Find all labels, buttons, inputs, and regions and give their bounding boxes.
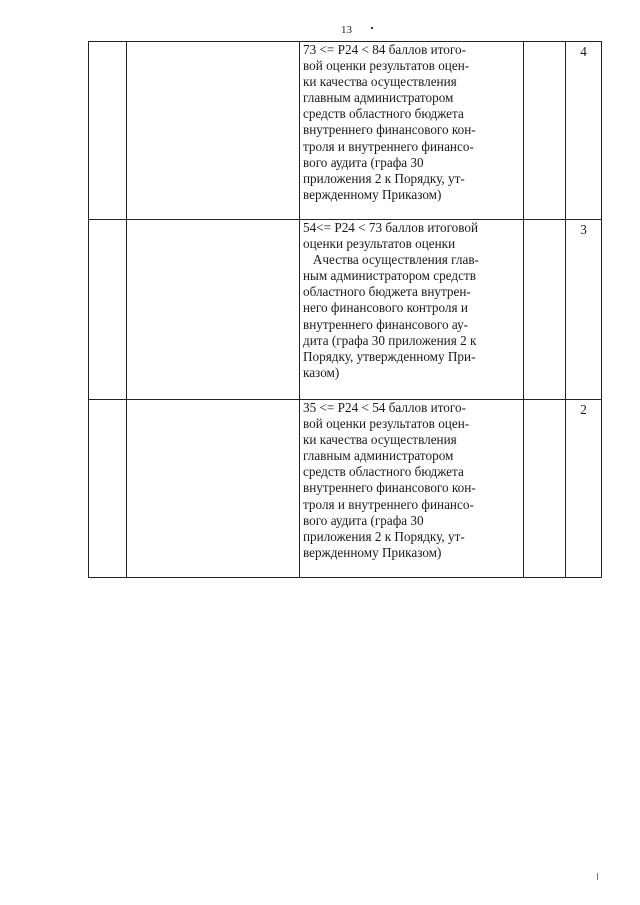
criteria-line: дита (графа 30 приложения 2 к (303, 332, 477, 348)
criteria-line: казом) (303, 364, 340, 380)
empty-cell (524, 220, 566, 400)
scan-speck (371, 27, 373, 29)
criteria-cell (300, 42, 524, 220)
criteria-line: вой оценки результатов оцен- (303, 58, 470, 74)
criteria-line: Ачества осуществления глав- (303, 252, 479, 268)
criteria-line: главным администратором (303, 90, 454, 106)
criteria-line: ным администратором средств (303, 268, 476, 284)
criteria-table (88, 41, 602, 578)
criteria-line: ки качества осуществления (303, 74, 457, 90)
empty-cell (127, 42, 300, 220)
criteria-line: областного бюджета внутрен- (303, 284, 471, 300)
criteria-cell (300, 220, 524, 400)
page-number: 13 (341, 24, 352, 36)
criteria-line: вого аудита (графа 30 (303, 512, 424, 528)
criteria-line: внутреннего финансового кон- (303, 480, 476, 496)
empty-cell (89, 400, 127, 578)
criteria-line: троля и внутреннего финансо- (303, 138, 474, 154)
criteria-line: главным администратором (303, 448, 454, 464)
criteria-line: внутреннего финансового ау- (303, 316, 469, 332)
empty-cell (127, 400, 300, 578)
criteria-line: внутреннего финансового кон- (303, 122, 476, 138)
empty-cell (524, 400, 566, 578)
criteria-line: Порядку, утвержденному При- (303, 348, 476, 364)
criteria-line: 54<= P24 < 73 баллов итоговой (303, 220, 479, 235)
criteria-cell (300, 400, 524, 578)
criteria-line: троля и внутреннего финансо- (303, 496, 474, 512)
criteria-line: вержденному Приказом) (303, 186, 442, 202)
criteria-line: средств областного бюджета (303, 464, 464, 480)
criteria-line: средств областного бюджета (303, 106, 464, 122)
criteria-line: вой оценки результатов оцен- (303, 416, 470, 432)
empty-cell (89, 220, 127, 400)
score-cell: 4 (566, 42, 602, 220)
criteria-line: вержденному Приказом) (303, 544, 442, 560)
criteria-line: ки качества осуществления (303, 432, 457, 448)
criteria-line: приложения 2 к Порядку, ут- (303, 528, 465, 544)
table-row (89, 400, 602, 578)
empty-cell (524, 42, 566, 220)
criteria-line: 35 <= P24 < 54 баллов итого- (303, 400, 466, 415)
score-cell: 3 (566, 220, 602, 400)
criteria-line: приложения 2 к Порядку, ут- (303, 170, 465, 186)
table-row (89, 42, 602, 220)
score-cell: 2 (566, 400, 602, 578)
table-row (89, 220, 602, 400)
criteria-line: оценки результатов оценки (303, 236, 456, 252)
criteria-line: него финансового контроля и (303, 300, 468, 316)
criteria-line: 73 <= P24 < 84 баллов итого- (303, 42, 466, 57)
empty-cell (127, 220, 300, 400)
empty-cell (89, 42, 127, 220)
scan-speck (597, 873, 598, 880)
criteria-line: вого аудита (графа 30 (303, 154, 424, 170)
